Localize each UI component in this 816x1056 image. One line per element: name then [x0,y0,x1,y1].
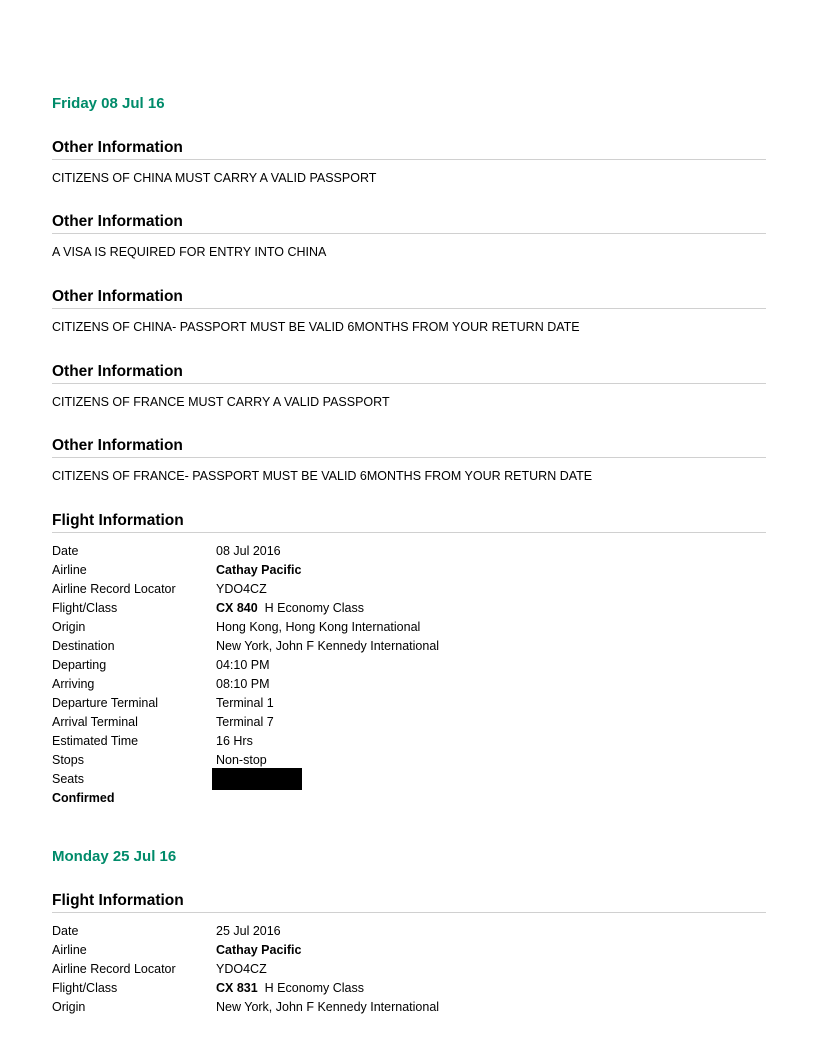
flight-label: Arriving [52,677,95,691]
flight-number: CX 831 [216,981,258,995]
flight-value: 16 Hrs [216,734,253,748]
fare-class: H Economy Class [264,601,364,615]
flight-label: Airline Record Locator [52,962,176,976]
flight-row-locator [52,960,766,979]
flight-value: Terminal 7 [216,715,274,729]
other-info-text-5: CITIZENS OF FRANCE- PASSPORT MUST BE VALID 6MONTHS FROM YOUR RETURN DATE [52,469,593,483]
flight-row-origin [52,998,766,1017]
flight-row-origin [52,618,766,637]
flight-value: 25 Jul 2016 [216,924,281,938]
other-info-text-2: A VISA IS REQUIRED FOR ENTRY INTO CHINA [52,245,327,259]
flight-row-arriving [52,675,766,694]
flight-value: Non-stop [216,753,267,767]
fare-class: H Economy Class [264,981,364,995]
flight-label: Estimated Time [52,734,139,748]
flight-row-arr-terminal [52,713,766,732]
airline-name: Cathay Pacific [216,943,302,957]
flight-row-airline [52,941,766,960]
flight-value: 08 Jul 2016 [216,544,281,558]
date-heading-day1: Friday 08 Jul 16 [52,95,165,112]
other-info-text-4: CITIZENS OF FRANCE MUST CARRY A VALID PASSPORT [52,395,390,409]
flight-row-date [52,922,766,941]
flight-label: Stops [52,753,84,767]
redaction-box [212,768,302,790]
flight-value: Terminal 1 [216,696,274,710]
other-info-text-1: CITIZENS OF CHINA MUST CARRY A VALID PASSPORT [52,171,377,185]
booking-status: Confirmed [52,791,115,805]
other-info-title-1: Other Information [52,139,766,160]
flight-label: Flight/Class [52,601,118,615]
other-info-title-4: Other Information [52,363,766,384]
other-info-title-3: Other Information [52,288,766,309]
flight-row-flight-class [52,599,766,618]
other-info-title-2: Other Information [52,213,766,234]
flight-label: Airline Record Locator [52,582,176,596]
flight-info-title-1: Flight Information [52,512,766,533]
flight-row-airline [52,561,766,580]
flight-label: Flight/Class [52,981,118,995]
flight-label: Destination [52,639,115,653]
flight-value: New York, John F Kennedy International [216,1000,440,1014]
flight-label: Date [52,924,79,938]
flight-label: Origin [52,1000,86,1014]
flight-value: Hong Kong, Hong Kong International [216,620,421,634]
flight-info-title-2: Flight Information [52,892,766,913]
flight-row-date [52,542,766,561]
airline-name: Cathay Pacific [216,563,302,577]
flight-value: 08:10 PM [216,677,270,691]
flight-value: YDO4CZ [216,582,267,596]
flight-row-est-time [52,732,766,751]
flight-label: Date [52,544,79,558]
flight-value: YDO4CZ [216,962,267,976]
flight-label: Arrival Terminal [52,715,138,729]
flight-row-seats [52,770,766,789]
flight-row-destination [52,637,766,656]
flight-label: Airline [52,943,87,957]
flight-value: 04:10 PM [216,658,270,672]
flight-value [216,561,301,580]
flight-row-flight-class [52,979,766,998]
flight-row-dep-terminal [52,694,766,713]
flight-label: Departure Terminal [52,696,159,710]
flight-row-stops [52,751,766,770]
flight-row-locator [52,580,766,599]
date-heading-day2: Monday 25 Jul 16 [52,848,177,865]
flight-number: CX 840 [216,601,258,615]
flight-label: Airline [52,563,87,577]
flight-value [216,979,364,998]
flight-label: Origin [52,620,86,634]
flight-value [216,941,301,960]
flight-row-departing [52,656,766,675]
flight-value: New York, John F Kennedy International [216,639,440,653]
flight-label: Seats [52,772,84,786]
flight-label: Departing [52,658,107,672]
flight-value [216,599,364,618]
other-info-title-5: Other Information [52,437,766,458]
other-info-text-3: CITIZENS OF CHINA- PASSPORT MUST BE VALID 6MONTHS FROM YOUR RETURN DATE [52,320,580,334]
